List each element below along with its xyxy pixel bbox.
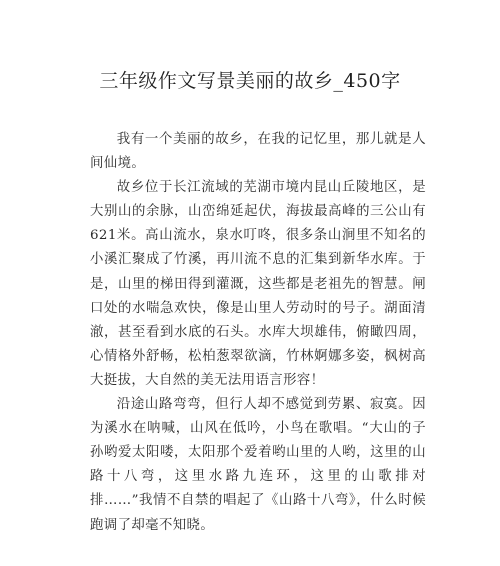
document-title: 三年级作文写景美丽的故乡_450字 bbox=[99, 70, 401, 92]
document-body bbox=[90, 128, 426, 538]
paragraph: 故乡位于长江流域的芜湖市境内昆山丘陵地区，是大别山的余脉，山峦绵延起伏，海拔最高峰的三公山有621米。高山流水，泉水叮咚，很多条山涧里不知名的小溪汇聚成了竹溪，再川流不息的汇集到新华水库。于是，山里的梯田得到灌溉，这些都是老祖先的智慧。闸口处的水喘急欢快，像是山里人劳动时的号子。湖面清澈，甚至看到水底的石头。水库大坝雄伟，俯瞰四周，心情格外舒畅，松柏葱翠欲滴，竹林婀娜多姿，枫树高大挺拔，大自然的美无法用语言形容！ bbox=[90, 180, 426, 388]
paragraph: 我有一个美丽的故乡，在我的记忆里，那儿就是人间仙境。 bbox=[90, 132, 426, 172]
paragraph: 沿途山路弯弯，但行人却不感觉到劳累、寂寞。因为溪水在呐喊，山风在低吟，小鸟在歌唱。“大山的子孙哟爱太阳喽，太阳那个爱着哟山里的人哟，这里的山路十八弯，这里水路九连环，这里的山歌排对排……”我情不自禁的唱起了《山路十八弯》，什么时候跑调了却毫不知晓。 bbox=[90, 397, 426, 533]
